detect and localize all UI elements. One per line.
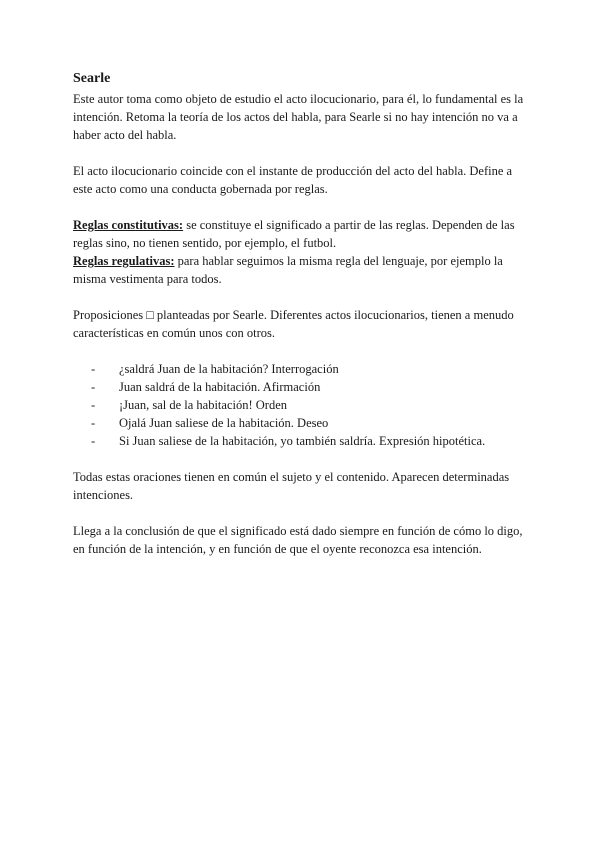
list-item xyxy=(73,396,533,414)
examples-list xyxy=(73,360,533,450)
text-reglas-regulativas: para hablar seguimos la misma regla del lenguaje, por ejemplo la misma vestimenta para todos. xyxy=(73,254,503,286)
paragraph-intro: Este autor toma como objeto de estudio el acto ilocucionario, para él, lo fundamental es la intención. Retoma la teoría de los actos del habla, para Searle si no hay intención no va a haber acto del habla. xyxy=(73,92,524,142)
term-reglas-constitutivas: Reglas constitutivas: xyxy=(73,218,184,232)
document-page xyxy=(73,70,533,558)
list-item-text: Si Juan saliese de la habitación, yo también saldría. Expresión hipotética. xyxy=(119,434,486,448)
paragraph-proposiciones: Proposiciones □ planteadas por Searle. Diferentes actos ilocucionarios, tienen a menudo características en común unos con otros. xyxy=(73,308,514,340)
dash-marker: - xyxy=(91,362,96,376)
document-title: Searle xyxy=(73,71,111,86)
list-item xyxy=(73,414,533,432)
paragraph-reglas-regulativas xyxy=(73,252,533,288)
paragraph-reglas-constitutivas xyxy=(73,216,533,252)
paragraph-conclusion: Llega a la conclusión de que el significado está dado siempre en función de cómo lo digo, en función de la intención, y en función de que el oyente reconozca esa intención. xyxy=(73,524,523,556)
dash-marker: - xyxy=(91,416,96,430)
dash-marker: - xyxy=(91,380,96,394)
list-item-text: Juan saldrá de la habitación. Afirmación xyxy=(119,380,321,394)
list-item-text: Ojalá Juan saliese de la habitación. Deseo xyxy=(119,416,329,430)
list-item xyxy=(73,360,533,378)
list-item-text: ¿saldrá Juan de la habitación? Interrogación xyxy=(119,362,339,376)
list-item xyxy=(73,432,533,450)
dash-marker: - xyxy=(91,434,96,448)
paragraph-sujeto-contenido: Todas estas oraciones tienen en común el sujeto y el contenido. Aparecen determinadas intenciones. xyxy=(73,470,510,502)
text-reglas-constitutivas: se constituye el significado a partir de las reglas. Dependen de las reglas sino, no tienen sentido, por ejemplo, el futbol. xyxy=(73,218,515,250)
list-item xyxy=(73,378,533,396)
term-reglas-regulativas: Reglas regulativas: xyxy=(73,254,175,268)
list-item-text: ¡Juan, sal de la habitación! Orden xyxy=(119,398,287,412)
dash-marker: - xyxy=(91,398,96,412)
paragraph-acto-ilocucionario: El acto ilocucionario coincide con el instante de producción del acto del habla. Define a este acto como una conducta gobernada por reglas. xyxy=(73,164,513,196)
